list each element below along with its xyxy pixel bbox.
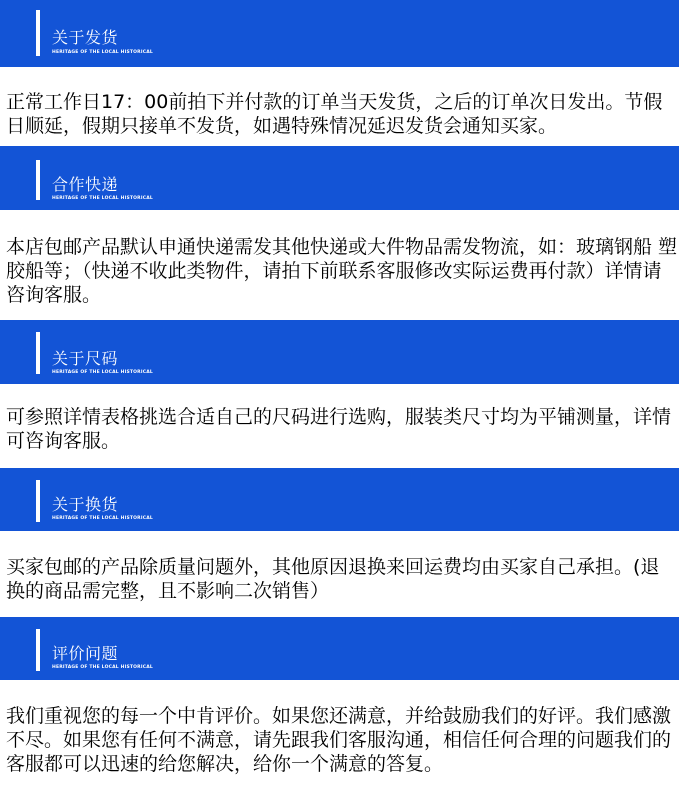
header-accent-bar (36, 10, 40, 56)
section-title-exchange: 关于换货 (52, 495, 119, 514)
section-subtitle-reviews: HERITAGE OF THE LOCAL HISTORICAL (52, 665, 153, 670)
section-body-courier: 本店包邮产品默认申通快递需发其他快递或大件物品需发物流，如：玻璃钢船 塑胶船等；（快递不收此类物件，请拍下前联系客服修改实际运费再付款）详情请咨询客服。 (6, 236, 678, 306)
section-subtitle-courier: HERITAGE OF THE LOCAL HISTORICAL (52, 196, 153, 201)
section-subtitle-sizing: HERITAGE OF THE LOCAL HISTORICAL (52, 370, 153, 375)
section-title-reviews: 评价问题 (52, 644, 119, 663)
section-title-sizing: 关于尺码 (52, 349, 119, 368)
section-title-courier: 合作快递 (52, 175, 119, 194)
section-header-exchange (0, 468, 679, 531)
section-title-shipping: 关于发货 (52, 28, 119, 47)
section-body-sizing: 可参照详情表格挑选合适自己的尺码进行选购，服装类尺寸均为平铺测量，详情可咨询客服。 (6, 406, 672, 452)
header-accent-bar (36, 160, 40, 200)
section-body-reviews: 我们重视您的每一个中肯评价。如果您还满意，并给鼓励我们的好评。我们感激不尽。如果您有任何不满意，请先跟我们客服沟通，相信任何合理的问题我们的客服都可以迅速的给您解决，给你一个满意的答复。 (6, 705, 672, 775)
header-accent-bar (36, 629, 40, 671)
section-body-shipping: 正常工作日17：00前拍下并付款的订单当天发货，之后的订单次日发出。节假日顺延，假期只接单不发货，如遇特殊情况延迟发货会通知买家。 (6, 91, 663, 137)
section-body-exchange: 买家包邮的产品除质量问题外，其他原因退换来回运费均由买家自己承担。(退换的商品需完整，且不影响二次销售） (6, 556, 660, 602)
header-accent-bar (36, 480, 40, 522)
header-accent-bar (36, 332, 40, 374)
section-subtitle-shipping: HERITAGE OF THE LOCAL HISTORICAL (52, 50, 153, 55)
section-header-sizing (0, 320, 679, 384)
section-header-reviews (0, 617, 679, 680)
section-header-courier (0, 146, 679, 210)
section-subtitle-exchange: HERITAGE OF THE LOCAL HISTORICAL (52, 516, 153, 521)
section-header-shipping (0, 0, 679, 67)
